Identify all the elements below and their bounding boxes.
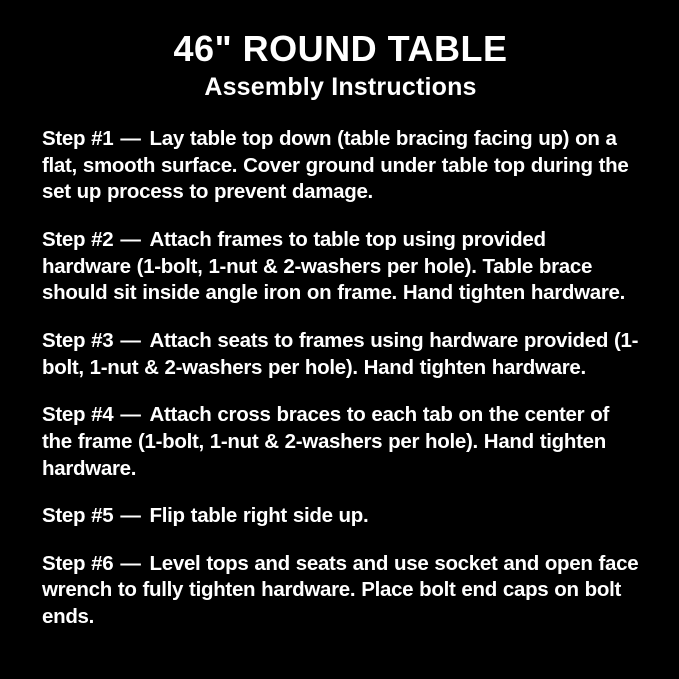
step-item-5 [42,503,639,530]
step-text: Attach cross braces to each tab on the center of the frame (1-bolt, 1-nut & 2-washers per hole). Hand tighten hardware. [42,403,609,480]
page-subtitle: Assembly Instructions [204,73,477,102]
step-text: Flip table right side up. [149,504,369,528]
steps-list [42,126,639,631]
poster-header [42,28,639,102]
em-dash: — [120,504,141,528]
step-text: Level tops and seats and use socket and open face wrench to fully tighten hardware. Place bolt end caps on bolt ends. [42,551,639,629]
step-item-6 [42,551,639,631]
em-dash: — [120,328,141,352]
step-label: Step #1 [42,127,114,151]
step-text: Attach seats to frames using hardware provided (1-bolt, 1-nut & 2-washers per hole). Hand tighten hardware. [42,328,639,379]
step-item-4 [42,402,639,482]
em-dash: — [120,551,141,575]
step-item-1 [42,126,639,206]
step-label: Step #2 [42,228,114,252]
step-label: Step #4 [42,403,114,427]
step-label: Step #6 [42,551,114,575]
em-dash: — [120,403,141,427]
step-item-3 [42,328,639,381]
step-item-2 [42,227,639,307]
step-text: Lay table top down (table bracing facing up) on a flat, smooth surface. Cover ground under table top during the set up process to prevent damage. [42,127,629,204]
step-label: Step #5 [42,504,114,528]
em-dash: — [120,228,141,252]
step-text: Attach frames to table top using provided hardware (1-bolt, 1-nut & 2-washers per hole). Table brace should sit inside angle iron on frame. Hand tighten hardware. [42,228,626,305]
page-title: 46" ROUND TABLE [173,28,508,69]
em-dash: — [120,127,141,151]
step-label: Step #3 [42,328,114,352]
